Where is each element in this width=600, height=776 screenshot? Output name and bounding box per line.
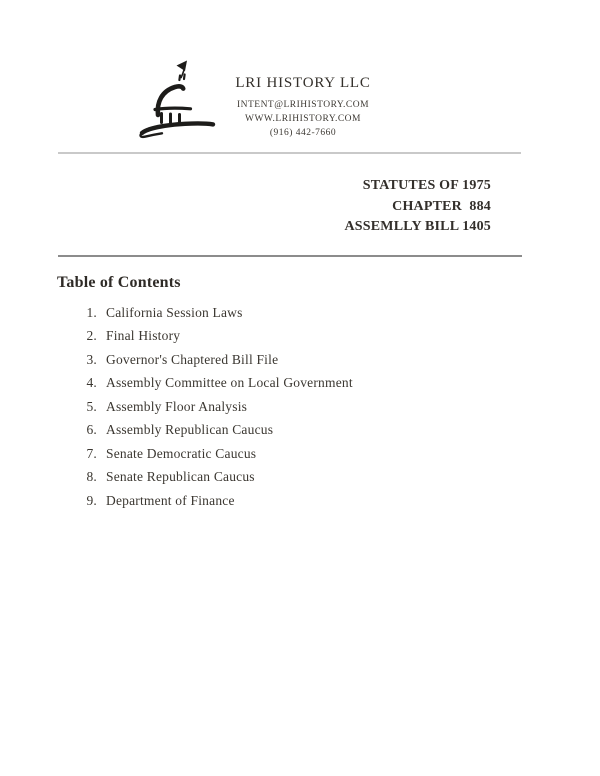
- toc-item-number: 3.: [86, 351, 97, 367]
- toc-list: [57, 301, 477, 513]
- contact-block: [180, 98, 426, 141]
- toc-item-number: 2.: [86, 328, 97, 344]
- toc-item-label: Department of Finance: [106, 492, 235, 508]
- toc-item-number: 1.: [86, 304, 97, 320]
- horizontal-rule-middle: [58, 255, 522, 257]
- toc-item-label: California Session Laws: [106, 304, 243, 320]
- toc-item: [57, 442, 477, 466]
- company-phone: (916) 442-7660: [269, 128, 337, 139]
- toc-item: [57, 489, 477, 513]
- company-name: LRI HISTORY LLC: [235, 75, 371, 91]
- chapter-line: CHAPTER 884: [392, 198, 491, 214]
- company-website: WWW.LRIHISTORY.COM: [245, 114, 361, 125]
- statute-reference-block: [344, 176, 491, 238]
- toc-item-label: Assembly Floor Analysis: [106, 398, 248, 414]
- assembly-bill-line: ASSEMLLY BILL 1405: [344, 219, 491, 234]
- toc-title: Table of Contents: [57, 274, 181, 291]
- toc-item-label: Assembly Committee on Local Government: [106, 375, 353, 391]
- toc-item: [57, 325, 477, 349]
- letterhead: [180, 74, 426, 141]
- toc-item-number: 4.: [86, 375, 97, 391]
- toc-item-number: 9.: [86, 492, 97, 508]
- horizontal-rule-top: [58, 152, 521, 154]
- toc-item-label: Senate Democratic Caucus: [106, 445, 257, 461]
- toc-item-label: Assembly Republican Caucus: [106, 422, 274, 438]
- toc-item-number: 7.: [86, 445, 97, 461]
- toc-item-number: 5.: [86, 398, 97, 414]
- toc-item: [57, 348, 477, 372]
- toc-item: [57, 466, 477, 490]
- toc-item-label: Senate Republican Caucus: [106, 469, 255, 485]
- statutes-line: STATUTES OF 1975: [362, 178, 491, 193]
- toc-item-number: 6.: [86, 422, 97, 438]
- toc-item-label: Governor's Chaptered Bill File: [106, 351, 279, 367]
- toc-item: [57, 419, 477, 443]
- toc-item: [57, 372, 477, 396]
- toc-item-label: Final History: [106, 328, 181, 344]
- toc-item: [57, 395, 477, 419]
- company-email: INTENT@LRIHISTORY.COM: [236, 100, 370, 110]
- toc-item-number: 8.: [86, 469, 97, 485]
- toc-item: [57, 301, 477, 325]
